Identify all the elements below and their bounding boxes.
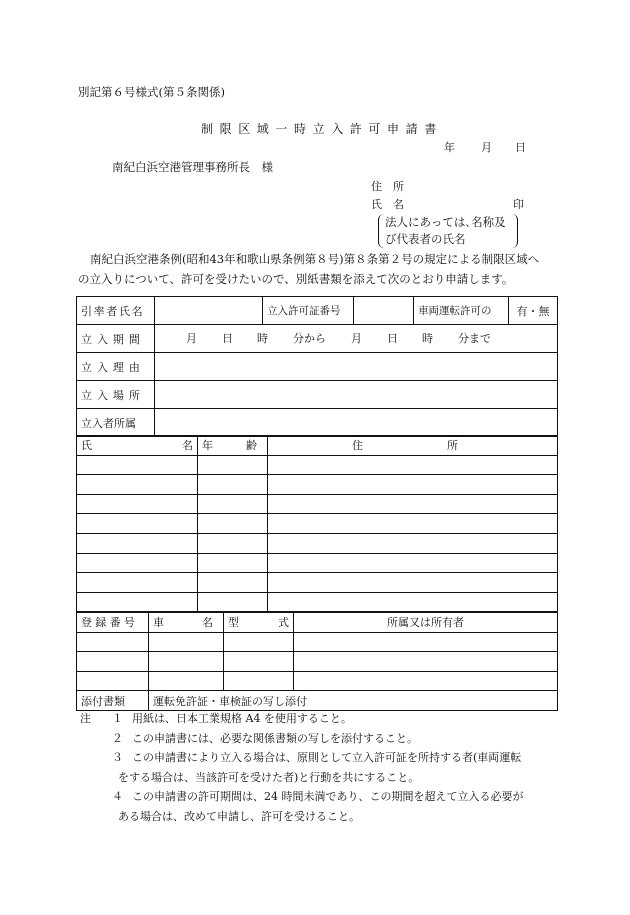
notes-prefix: 注 <box>80 712 91 725</box>
affiliation-field[interactable] <box>155 409 558 437</box>
person-name-cell[interactable] <box>77 573 198 593</box>
person-address-cell[interactable] <box>268 592 558 612</box>
address-column-header: 住 所 <box>268 436 558 456</box>
vehicle-reg-cell[interactable] <box>77 652 149 672</box>
person-name-cell[interactable] <box>77 514 198 534</box>
period-end-hour: 時 <box>422 332 433 345</box>
date-year-label: 年 <box>444 141 455 154</box>
vehicle-name-cell[interactable] <box>149 632 224 652</box>
person-address-cell[interactable] <box>268 573 558 593</box>
vehicle-name-cell[interactable] <box>149 652 224 672</box>
vehicle-owner-cell[interactable] <box>294 652 558 672</box>
vehicle-owner-cell[interactable] <box>294 632 558 652</box>
vehicle-name-cell[interactable] <box>149 671 224 691</box>
body-text-line2: の立入りについて、許可を受けたいので、別紙書類を添えて次のとおり申請します。 <box>78 272 514 286</box>
attachments-label: 添付書類 <box>77 691 149 711</box>
permit-number-label: 立入許可証番号 <box>263 297 354 325</box>
person-address-cell[interactable] <box>268 553 558 573</box>
person-name-cell[interactable] <box>77 592 198 612</box>
affiliation-label: 立入者所属 <box>77 409 155 437</box>
date-day-label: 日 <box>515 141 526 154</box>
note-text: この申請書により立入る場合は、原則として立入許可証を所持する者(車両運転 <box>132 751 522 764</box>
seal-label: 印 <box>513 198 524 211</box>
person-age-cell[interactable] <box>198 455 268 475</box>
person-age-cell[interactable] <box>198 514 268 534</box>
address-label: 住 所 <box>371 180 404 193</box>
page-title: 制限区域一時立入許可申請書 <box>201 122 443 136</box>
owner-header: 所属又は所有者 <box>294 613 558 633</box>
note-text: この申請書の許可期間は、24 時間未満であり、この期間を超えて立入る必要が <box>132 790 524 803</box>
period-start-day: 日 <box>222 332 233 345</box>
note-number: ４ <box>112 790 123 803</box>
person-age-cell[interactable] <box>198 533 268 553</box>
vehicle-permit-label: 車両運転許可の <box>414 297 509 325</box>
table-row <box>77 514 558 534</box>
person-name-cell[interactable] <box>77 533 198 553</box>
addressee: 南紀白浜空港管理事務所長 様 <box>112 160 273 174</box>
period-start-minute: 分から <box>293 332 326 345</box>
period-start-hour: 時 <box>257 332 268 345</box>
table-row <box>77 475 558 495</box>
period-end-minute: 分まで <box>458 332 491 345</box>
note-text-continued: ある場合は、改めて申請し、許可を受けること。 <box>118 809 360 823</box>
table-row <box>77 553 558 573</box>
leader-name-field[interactable] <box>155 297 263 325</box>
age-column-header: 年 齢 <box>198 436 268 456</box>
car-name-header: 車 名 <box>149 613 224 633</box>
vehicle-type-cell[interactable] <box>224 671 294 691</box>
vehicle-owner-cell[interactable] <box>294 671 558 691</box>
note-number: ２ <box>112 731 123 745</box>
table-row <box>77 632 558 652</box>
permit-number-field[interactable] <box>354 297 414 325</box>
note-number: ３ <box>112 751 123 764</box>
main-info-table <box>76 296 558 437</box>
person-address-cell[interactable] <box>268 475 558 495</box>
model-type-header: 型 式 <box>224 613 294 633</box>
table-row <box>77 455 558 475</box>
table-row <box>77 671 558 691</box>
person-name-cell[interactable] <box>77 553 198 573</box>
leader-name-label: 引率者氏名 <box>77 297 155 325</box>
period-start-month: 月 <box>186 332 197 345</box>
person-address-cell[interactable] <box>268 494 558 514</box>
person-name-cell[interactable] <box>77 455 198 475</box>
table-row <box>77 573 558 593</box>
table-row <box>77 533 558 553</box>
form-number: 別記第６号様式(第５条関係) <box>78 85 225 99</box>
body-text-line1: 南紀白浜空港条例(昭和43年和歌山県条例第８号)第８条第２号の規定による制限区域へ <box>90 252 540 266</box>
registration-number-header: 登録番号 <box>77 613 149 633</box>
person-name-cell[interactable] <box>77 475 198 495</box>
corporation-note-line1: 法人にあっては､名称及 <box>385 215 506 229</box>
period-end-day: 日 <box>387 332 398 345</box>
period-field[interactable] <box>155 325 558 353</box>
date-month-label: 月 <box>481 141 492 154</box>
attachments-value: 運転免許証・車検証の写し添付 <box>149 691 558 711</box>
table-row <box>77 494 558 514</box>
notes-section <box>80 709 524 826</box>
person-age-cell[interactable] <box>198 592 268 612</box>
person-age-cell[interactable] <box>198 553 268 573</box>
person-address-cell[interactable] <box>268 455 558 475</box>
vehicle-type-cell[interactable] <box>224 632 294 652</box>
person-age-cell[interactable] <box>198 573 268 593</box>
vehicle-type-cell[interactable] <box>224 652 294 672</box>
person-age-cell[interactable] <box>198 475 268 495</box>
note-text-continued: をする場合は、当該許可を受けた者)と行動を共にすること。 <box>118 770 420 784</box>
corporation-note-line2: び代表者の氏名 <box>385 232 466 246</box>
yes-no-choice[interactable]: 有・無 <box>509 297 558 325</box>
vehicle-reg-cell[interactable] <box>77 632 149 652</box>
place-label: 立入場所 <box>77 381 155 409</box>
note-text: 用紙は、日本工業規格 A4 を使用すること。 <box>132 712 352 725</box>
period-label: 立入期間 <box>77 325 155 353</box>
reason-field[interactable] <box>155 353 558 381</box>
person-age-cell[interactable] <box>198 494 268 514</box>
person-name-cell[interactable] <box>77 494 198 514</box>
person-address-cell[interactable] <box>268 533 558 553</box>
place-field[interactable] <box>155 381 558 409</box>
table-row <box>77 592 558 612</box>
name-column-header: 氏 名 <box>77 436 198 456</box>
corporation-note-bracket <box>378 214 518 248</box>
period-end-month: 月 <box>351 332 362 345</box>
table-row <box>77 652 558 672</box>
person-address-cell[interactable] <box>268 514 558 534</box>
persons-table <box>76 435 558 612</box>
note-text: この申請書には、必要な関係書類の写しを添付すること。 <box>132 731 418 745</box>
name-label: 氏 名 <box>371 198 404 211</box>
reason-label: 立入理由 <box>77 353 155 381</box>
note-number: １ <box>112 712 123 725</box>
vehicle-reg-cell[interactable] <box>77 671 149 691</box>
vehicles-table <box>76 612 558 711</box>
